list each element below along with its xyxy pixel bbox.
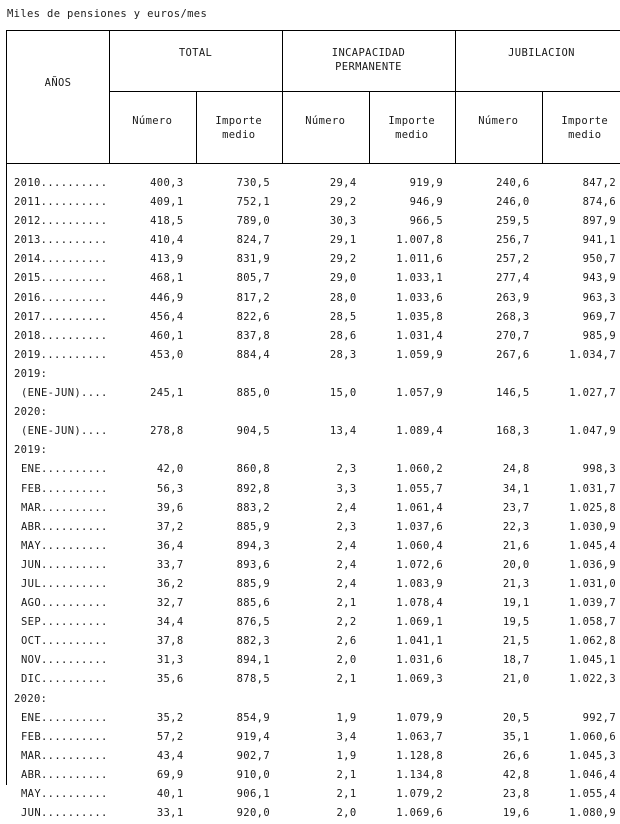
cell-value: 277,4 bbox=[455, 272, 530, 284]
cell-value: 21,3 bbox=[455, 578, 530, 590]
cell-value: 15,0 bbox=[282, 387, 357, 399]
cell-value: 894,1 bbox=[196, 654, 271, 666]
cell-value: 985,9 bbox=[542, 330, 617, 342]
table-row bbox=[7, 595, 620, 614]
cell-value: 36,2 bbox=[109, 578, 184, 590]
cell-value: 894,3 bbox=[196, 540, 271, 552]
cell-value: 400,3 bbox=[109, 177, 184, 189]
row-label: 2013.......... bbox=[14, 234, 107, 246]
cell-value: 453,0 bbox=[109, 349, 184, 361]
header-group-line1: JUBILACION bbox=[455, 46, 620, 60]
cell-value: 21,0 bbox=[455, 673, 530, 685]
cell-value: 2,1 bbox=[282, 597, 357, 609]
cell-value: 2,3 bbox=[282, 521, 357, 533]
cell-value: 1.033,1 bbox=[369, 272, 444, 284]
cell-value: 57,2 bbox=[109, 731, 184, 743]
cell-value: 789,0 bbox=[196, 215, 271, 227]
cell-value: 256,7 bbox=[455, 234, 530, 246]
row-label: (ENE-JUN).... bbox=[21, 425, 108, 437]
row-label: JUN.......... bbox=[21, 807, 108, 819]
cell-value: 878,5 bbox=[196, 673, 271, 685]
cell-value: 752,1 bbox=[196, 196, 271, 208]
cell-value: 906,1 bbox=[196, 788, 271, 800]
cell-value: 822,6 bbox=[196, 311, 271, 323]
cell-value: 1.047,9 bbox=[542, 425, 617, 437]
table-row bbox=[7, 175, 620, 194]
cell-value: 969,7 bbox=[542, 311, 617, 323]
table-row bbox=[7, 194, 620, 213]
cell-value: 35,6 bbox=[109, 673, 184, 685]
table-row bbox=[7, 309, 620, 328]
cell-value: 278,8 bbox=[109, 425, 184, 437]
cell-value: 1.078,4 bbox=[369, 597, 444, 609]
cell-value: 1.069,6 bbox=[369, 807, 444, 819]
header-subcolumn-2 bbox=[282, 114, 369, 128]
header-subcolumn-0 bbox=[109, 114, 196, 128]
header-subcolumn-line1: Número bbox=[455, 114, 542, 128]
cell-value: 1.060,4 bbox=[369, 540, 444, 552]
row-label: JUL.......... bbox=[21, 578, 108, 590]
cell-value: 35,1 bbox=[455, 731, 530, 743]
cell-value: 963,3 bbox=[542, 292, 617, 304]
cell-value: 817,2 bbox=[196, 292, 271, 304]
cell-value: 168,3 bbox=[455, 425, 530, 437]
cell-value: 26,6 bbox=[455, 750, 530, 762]
cell-value: 893,6 bbox=[196, 559, 271, 571]
cell-value: 30,3 bbox=[282, 215, 357, 227]
cell-value: 946,9 bbox=[369, 196, 444, 208]
cell-value: 885,6 bbox=[196, 597, 271, 609]
row-label: ENE.......... bbox=[21, 463, 108, 475]
cell-value: 32,7 bbox=[109, 597, 184, 609]
header-subcolumn-line2: medio bbox=[542, 128, 620, 142]
table-row bbox=[7, 729, 620, 748]
cell-value: 43,4 bbox=[109, 750, 184, 762]
header-subcolumn-line1: Importe bbox=[542, 114, 620, 128]
row-label: 2016.......... bbox=[14, 292, 107, 304]
cell-value: 29,1 bbox=[282, 234, 357, 246]
cell-value: 2,4 bbox=[282, 559, 357, 571]
row-label: MAR.......... bbox=[21, 750, 108, 762]
cell-value: 29,0 bbox=[282, 272, 357, 284]
table-row bbox=[7, 251, 620, 270]
cell-value: 24,8 bbox=[455, 463, 530, 475]
cell-value: 1.033,6 bbox=[369, 292, 444, 304]
header-subcolumn-3 bbox=[369, 114, 456, 142]
cell-value: 19,1 bbox=[455, 597, 530, 609]
cell-value: 919,4 bbox=[196, 731, 271, 743]
group-label: 2019: bbox=[14, 444, 47, 456]
cell-value: 1.045,1 bbox=[542, 654, 617, 666]
cell-value: 2,1 bbox=[282, 769, 357, 781]
cell-value: 1.128,8 bbox=[369, 750, 444, 762]
table-row bbox=[7, 614, 620, 633]
table-row bbox=[7, 557, 620, 576]
cell-value: 885,0 bbox=[196, 387, 271, 399]
cell-value: 456,4 bbox=[109, 311, 184, 323]
cell-value: 885,9 bbox=[196, 578, 271, 590]
cell-value: 1.036,9 bbox=[542, 559, 617, 571]
cell-value: 1.046,4 bbox=[542, 769, 617, 781]
table-group-row bbox=[7, 691, 620, 710]
header-subcolumn-4 bbox=[455, 114, 542, 128]
cell-value: 245,1 bbox=[109, 387, 184, 399]
cell-value: 1.045,3 bbox=[542, 750, 617, 762]
cell-value: 1.031,0 bbox=[542, 578, 617, 590]
cell-value: 910,0 bbox=[196, 769, 271, 781]
cell-value: 28,3 bbox=[282, 349, 357, 361]
cell-value: 410,4 bbox=[109, 234, 184, 246]
cell-value: 240,6 bbox=[455, 177, 530, 189]
cell-value: 468,1 bbox=[109, 272, 184, 284]
cell-value: 3,4 bbox=[282, 731, 357, 743]
group-label: 2019: bbox=[14, 368, 47, 380]
table-row bbox=[7, 232, 620, 251]
cell-value: 1.079,9 bbox=[369, 712, 444, 724]
cell-value: 21,6 bbox=[455, 540, 530, 552]
cell-value: 146,5 bbox=[455, 387, 530, 399]
cell-value: 28,6 bbox=[282, 330, 357, 342]
table-group-row bbox=[7, 442, 620, 461]
cell-value: 34,4 bbox=[109, 616, 184, 628]
table-row bbox=[7, 710, 620, 729]
cell-value: 1.041,1 bbox=[369, 635, 444, 647]
table-row bbox=[7, 213, 620, 232]
cell-value: 268,3 bbox=[455, 311, 530, 323]
header-subcolumn-line2: medio bbox=[196, 128, 283, 142]
table-frame bbox=[6, 30, 620, 785]
cell-value: 2,2 bbox=[282, 616, 357, 628]
cell-value: 1.079,2 bbox=[369, 788, 444, 800]
row-label: ENE.......... bbox=[21, 712, 108, 724]
cell-value: 943,9 bbox=[542, 272, 617, 284]
cell-value: 2,4 bbox=[282, 502, 357, 514]
cell-value: 33,7 bbox=[109, 559, 184, 571]
cell-value: 13,4 bbox=[282, 425, 357, 437]
cell-value: 874,6 bbox=[542, 196, 617, 208]
cell-value: 1.030,9 bbox=[542, 521, 617, 533]
header-subcolumn-line1: Importe bbox=[196, 114, 283, 128]
cell-value: 2,1 bbox=[282, 673, 357, 685]
table-row bbox=[7, 748, 620, 767]
table-row bbox=[7, 767, 620, 786]
table-spacer bbox=[7, 163, 620, 175]
cell-value: 34,1 bbox=[455, 483, 530, 495]
cell-value: 270,7 bbox=[455, 330, 530, 342]
cell-value: 876,5 bbox=[196, 616, 271, 628]
cell-value: 2,0 bbox=[282, 807, 357, 819]
table-row bbox=[7, 671, 620, 690]
cell-value: 267,6 bbox=[455, 349, 530, 361]
table-row bbox=[7, 500, 620, 519]
cell-value: 37,2 bbox=[109, 521, 184, 533]
cell-value: 966,5 bbox=[369, 215, 444, 227]
cell-value: 1.031,6 bbox=[369, 654, 444, 666]
cell-value: 19,5 bbox=[455, 616, 530, 628]
cell-value: 56,3 bbox=[109, 483, 184, 495]
cell-value: 35,2 bbox=[109, 712, 184, 724]
cell-value: 1.025,8 bbox=[542, 502, 617, 514]
cell-value: 39,6 bbox=[109, 502, 184, 514]
table-body bbox=[7, 163, 620, 824]
header-anos: AÑOS bbox=[7, 76, 109, 90]
cell-value: 883,2 bbox=[196, 502, 271, 514]
cell-value: 884,4 bbox=[196, 349, 271, 361]
cell-value: 22,3 bbox=[455, 521, 530, 533]
cell-value: 837,8 bbox=[196, 330, 271, 342]
cell-value: 882,3 bbox=[196, 635, 271, 647]
row-label: JUN.......... bbox=[21, 559, 108, 571]
row-label: 2011.......... bbox=[14, 196, 107, 208]
cell-value: 28,0 bbox=[282, 292, 357, 304]
cell-value: 1.061,4 bbox=[369, 502, 444, 514]
cell-value: 998,3 bbox=[542, 463, 617, 475]
cell-value: 263,9 bbox=[455, 292, 530, 304]
cell-value: 42,0 bbox=[109, 463, 184, 475]
cell-value: 460,1 bbox=[109, 330, 184, 342]
cell-value: 2,4 bbox=[282, 540, 357, 552]
cell-value: 19,6 bbox=[455, 807, 530, 819]
cell-value: 1.031,7 bbox=[542, 483, 617, 495]
cell-value: 1.069,1 bbox=[369, 616, 444, 628]
cell-value: 413,9 bbox=[109, 253, 184, 265]
group-label: 2020: bbox=[14, 693, 47, 705]
table-row bbox=[7, 538, 620, 557]
row-label: 2015.......... bbox=[14, 272, 107, 284]
cell-value: 446,9 bbox=[109, 292, 184, 304]
row-label: FEB.......... bbox=[21, 731, 108, 743]
row-label: 2012.......... bbox=[14, 215, 107, 227]
row-label: 2017.......... bbox=[14, 311, 107, 323]
cell-value: 31,3 bbox=[109, 654, 184, 666]
cell-value: 1.083,9 bbox=[369, 578, 444, 590]
table-row bbox=[7, 423, 620, 442]
cell-value: 1.039,7 bbox=[542, 597, 617, 609]
cell-value: 1.080,9 bbox=[542, 807, 617, 819]
header-subcolumn-line1: Importe bbox=[369, 114, 456, 128]
table-group-row bbox=[7, 366, 620, 385]
cell-value: 409,1 bbox=[109, 196, 184, 208]
cell-value: 919,9 bbox=[369, 177, 444, 189]
cell-value: 259,5 bbox=[455, 215, 530, 227]
cell-value: 1,9 bbox=[282, 712, 357, 724]
row-label: 2014.......... bbox=[14, 253, 107, 265]
group-label: 2020: bbox=[14, 406, 47, 418]
cell-value: 29,2 bbox=[282, 253, 357, 265]
cell-value: 29,2 bbox=[282, 196, 357, 208]
row-label: 2018.......... bbox=[14, 330, 107, 342]
cell-value: 1.034,7 bbox=[542, 349, 617, 361]
cell-value: 1.059,9 bbox=[369, 349, 444, 361]
header-group-line1: TOTAL bbox=[109, 46, 282, 60]
row-label: NOV.......... bbox=[21, 654, 108, 666]
cell-value: 23,8 bbox=[455, 788, 530, 800]
cell-value: 29,4 bbox=[282, 177, 357, 189]
cell-value: 854,9 bbox=[196, 712, 271, 724]
cell-value: 246,0 bbox=[455, 196, 530, 208]
header-mid-rule bbox=[109, 91, 620, 92]
header-group-2 bbox=[455, 46, 620, 60]
cell-value: 1.055,7 bbox=[369, 483, 444, 495]
header-subcolumn-line1: Número bbox=[109, 114, 196, 128]
cell-value: 1.035,8 bbox=[369, 311, 444, 323]
header-group-0 bbox=[109, 46, 282, 60]
table-row bbox=[7, 270, 620, 289]
table-group-row bbox=[7, 404, 620, 423]
cell-value: 805,7 bbox=[196, 272, 271, 284]
cell-value: 1.027,7 bbox=[542, 387, 617, 399]
cell-value: 992,7 bbox=[542, 712, 617, 724]
table-row bbox=[7, 633, 620, 652]
row-label: ABR.......... bbox=[21, 769, 108, 781]
cell-value: 40,1 bbox=[109, 788, 184, 800]
cell-value: 892,8 bbox=[196, 483, 271, 495]
header-group-1 bbox=[282, 46, 455, 74]
table-row bbox=[7, 385, 620, 404]
cell-value: 33,1 bbox=[109, 807, 184, 819]
cell-value: 831,9 bbox=[196, 253, 271, 265]
cell-value: 3,3 bbox=[282, 483, 357, 495]
row-label: MAR.......... bbox=[21, 502, 108, 514]
cell-value: 1.058,7 bbox=[542, 616, 617, 628]
table-row bbox=[7, 328, 620, 347]
cell-value: 920,0 bbox=[196, 807, 271, 819]
header-subcolumn-1 bbox=[196, 114, 283, 142]
cell-value: 860,8 bbox=[196, 463, 271, 475]
cell-value: 897,9 bbox=[542, 215, 617, 227]
cell-value: 28,5 bbox=[282, 311, 357, 323]
cell-value: 1.055,4 bbox=[542, 788, 617, 800]
header-top-rule bbox=[7, 30, 620, 31]
cell-value: 21,5 bbox=[455, 635, 530, 647]
header-group-line1: INCAPACIDAD bbox=[282, 46, 455, 60]
cell-value: 1.037,6 bbox=[369, 521, 444, 533]
table-row bbox=[7, 519, 620, 538]
table-caption: Miles de pensiones y euros/mes bbox=[7, 8, 207, 20]
table-row bbox=[7, 481, 620, 500]
cell-value: 1,9 bbox=[282, 750, 357, 762]
cell-value: 1.007,8 bbox=[369, 234, 444, 246]
cell-value: 1.062,8 bbox=[542, 635, 617, 647]
cell-value: 941,1 bbox=[542, 234, 617, 246]
cell-value: 2,4 bbox=[282, 578, 357, 590]
cell-value: 1.069,3 bbox=[369, 673, 444, 685]
cell-value: 1.072,6 bbox=[369, 559, 444, 571]
table-row bbox=[7, 347, 620, 366]
cell-value: 37,8 bbox=[109, 635, 184, 647]
cell-value: 950,7 bbox=[542, 253, 617, 265]
row-label: OCT.......... bbox=[21, 635, 108, 647]
cell-value: 69,9 bbox=[109, 769, 184, 781]
row-label: SEP.......... bbox=[21, 616, 108, 628]
header-subcolumn-5 bbox=[542, 114, 620, 142]
cell-value: 885,9 bbox=[196, 521, 271, 533]
cell-value: 1.089,4 bbox=[369, 425, 444, 437]
cell-value: 257,2 bbox=[455, 253, 530, 265]
cell-value: 2,3 bbox=[282, 463, 357, 475]
cell-value: 1.134,8 bbox=[369, 769, 444, 781]
cell-value: 2,0 bbox=[282, 654, 357, 666]
cell-value: 847,2 bbox=[542, 177, 617, 189]
cell-value: 20,5 bbox=[455, 712, 530, 724]
cell-value: 1.011,6 bbox=[369, 253, 444, 265]
cell-value: 1.022,3 bbox=[542, 673, 617, 685]
cell-value: 42,8 bbox=[455, 769, 530, 781]
row-label: AGO.......... bbox=[21, 597, 108, 609]
cell-value: 1.060,6 bbox=[542, 731, 617, 743]
table-row bbox=[7, 461, 620, 480]
row-label: DIC.......... bbox=[21, 673, 108, 685]
row-label: 2019.......... bbox=[14, 349, 107, 361]
table-row bbox=[7, 290, 620, 309]
table-row bbox=[7, 786, 620, 805]
cell-value: 18,7 bbox=[455, 654, 530, 666]
row-label: ABR.......... bbox=[21, 521, 108, 533]
cell-value: 1.060,2 bbox=[369, 463, 444, 475]
cell-value: 1.031,4 bbox=[369, 330, 444, 342]
table-row bbox=[7, 652, 620, 671]
cell-value: 36,4 bbox=[109, 540, 184, 552]
row-label: 2010.......... bbox=[14, 177, 107, 189]
header-subcolumn-line1: Número bbox=[282, 114, 369, 128]
cell-value: 1.063,7 bbox=[369, 731, 444, 743]
cell-value: 2,6 bbox=[282, 635, 357, 647]
cell-value: 23,7 bbox=[455, 502, 530, 514]
header-subcolumn-line2: medio bbox=[369, 128, 456, 142]
cell-value: 824,7 bbox=[196, 234, 271, 246]
cell-value: 730,5 bbox=[196, 177, 271, 189]
cell-value: 904,5 bbox=[196, 425, 271, 437]
cell-value: 902,7 bbox=[196, 750, 271, 762]
cell-value: 2,1 bbox=[282, 788, 357, 800]
cell-value: 20,0 bbox=[455, 559, 530, 571]
row-label: FEB.......... bbox=[21, 483, 108, 495]
row-label: (ENE-JUN).... bbox=[21, 387, 108, 399]
header-group-line2: PERMANENTE bbox=[282, 60, 455, 74]
cell-value: 418,5 bbox=[109, 215, 184, 227]
table-row bbox=[7, 805, 620, 824]
table-row bbox=[7, 576, 620, 595]
row-label: MAY.......... bbox=[21, 788, 108, 800]
row-label: MAY.......... bbox=[21, 540, 108, 552]
cell-value: 1.057,9 bbox=[369, 387, 444, 399]
cell-value: 1.045,4 bbox=[542, 540, 617, 552]
